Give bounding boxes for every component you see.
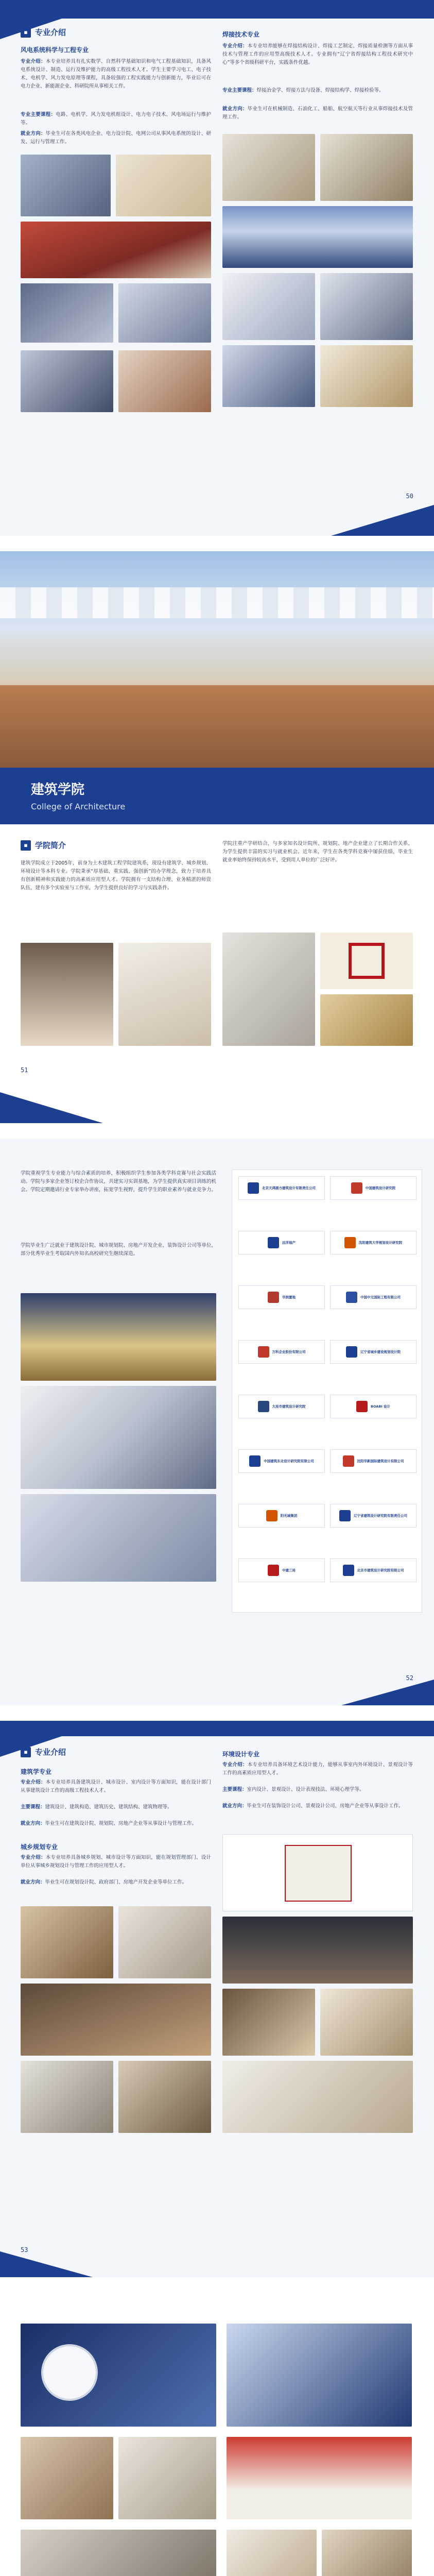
partner-logo: 沈阳华新国际建筑设计有限公司 [330,1449,416,1473]
logo-icon [346,1292,357,1303]
para-label: 专业介绍： [222,43,248,49]
partner-logo: 大连市建筑设计研究院 [238,1395,325,1418]
partner-logo: 中国中元国际工程有限公司 [330,1285,416,1309]
para-label: 专业主要课程： [21,112,56,117]
photo-material [320,994,413,1046]
corner-triangle [0,2251,93,2277]
logo-icon [356,1401,368,1412]
photo-class [118,350,211,412]
partners-paragraph: 学院毕业生广泛就业于建筑设计院、城市规划院、房地产开发企业、装饰设计公司等单位，部分优秀毕业生考取国内外知名高校研究生继续深造。 [21,1243,217,1257]
partner-logo: 阳光城集团 [238,1504,325,1528]
track-field [0,685,434,768]
para-text: 本专业培养具有扎实数学、自然科学基础知识和电气工程基础知识，具备风电系统设计、制造、运行及维护能力的高级工程技术人才。学生主要学习电工、电子技术、电机学、风力发电原理等课程，具备较强的工程实践能力与创新能力，毕业后可在电力企业、新能源企业、科研院所从事相关工作。 [21,59,211,89]
photo-model [118,1906,211,1978]
major-paragraph [222,87,413,95]
major-heading: 建筑学专业 [21,1768,52,1775]
major-paragraph: 就业方向：毕业生可在建筑设计院、规划院、房地产企业等从事设计与管理工作。 [21,1821,197,1826]
section-chip-icon: ▪ [21,27,31,38]
college-title-english: College of Architecture [31,802,126,811]
page-number: 51 [21,1066,28,1074]
logo-icon [343,1565,354,1576]
top-bar [0,0,434,19]
partner-logo: 远洋地产 [238,1231,325,1255]
para-text: 毕业生可在各类风电企业、电力设计院、电网公司从事风电系统的设计、研发、运行与管理工作。 [21,131,211,145]
para-text: 电路、电机学、风力发电机组设计、电力电子技术、风电场运行与维护等。 [21,112,211,126]
photo-model-display [118,2437,216,2519]
para-text: 毕业生可在机械制造、石油化工、船舶、航空航天等行业从事焊接技术及管理工作。 [222,106,413,120]
section-title-text: 专业介绍 [35,1748,66,1757]
clock-icon [41,2344,98,2401]
sheet-partners [0,1139,434,1705]
partner-logo: 华润置地 [238,1285,325,1309]
major-paragraph: 专业介绍：本专业培养具备建筑设计、城市设计、室内设计等方面知识，能在设计部门从事建筑设计工作的高级工程技术人才。 [21,1780,211,1793]
photo-ceremony [21,1293,216,1381]
major-paragraph [21,58,211,91]
major-paragraph [21,130,211,146]
title-banner [0,768,434,824]
partner-logo: 中国建筑设计研究院 [330,1176,416,1200]
page-number: 52 [406,1674,413,1682]
sheet-architecture-majors [0,1721,434,2277]
photo-certificate [222,1834,413,1911]
intro-paragraph: 建筑学院成立于2005年，前身为土木建筑工程学院建筑系，现设有建筑学、城乡规划、环境设计等本科专业。学院秉承“厚基础、重实践、强创新”的办学理念，致力于培养具有创新精神和实践能力的高素质应用型人才。学院拥有一支结构合理、业务精湛的师资队伍，建有多个实验室与工作室，为学生提供良好的学习与实践条件。 [21,860,211,891]
hero-photo-stadium [0,551,434,768]
photo-interior [21,943,113,1046]
section-title-text: 专业介绍 [35,28,66,37]
photo-expo [21,1386,216,1489]
section-chip-icon: ▪ [21,840,31,851]
para-label: 就业方向： [21,131,46,137]
photo-award [320,134,413,201]
photo-team [222,206,413,268]
photo-models [322,2530,412,2576]
photo-certificate [21,155,111,216]
college-title: 建筑学院 [31,782,85,798]
para-label: 就业方向： [222,106,248,112]
photo-award [222,134,315,201]
photo-lab [21,283,113,343]
photo-group-event [227,2324,412,2427]
photo-practice [222,345,315,407]
corner-triangle [0,1092,103,1123]
photo-models [227,2530,317,2576]
section-title-text: 学院简介 [35,841,66,850]
photo-team-red [227,2437,412,2519]
photo-clock-hall [21,2324,216,2427]
section-title-majors [21,27,66,38]
page-number: 50 [406,493,413,500]
photo-model [21,1906,113,1978]
partner-logo: 北京天鸿圆方建筑设计有限责任公司 [238,1176,325,1200]
major-paragraph [21,111,211,127]
photo-group [21,222,211,278]
major-heading: 风电系统科学与工程专业 [21,46,89,54]
photo-exhibit [320,933,413,989]
photo-gallery [222,2061,413,2133]
logo-icon [344,1237,356,1248]
photo-certificate [116,155,211,216]
partner-logo: 辽宁省城乡建设规划设计院 [330,1340,416,1364]
para-text: 本专业培养能够在焊接结构设计、焊接工艺制定、焊接质量检测等方面从事技术与管理工作的应用型高级技术人才。专业拥有“辽宁省焊接结构工程技术研究中心”等多个省级科研平台，实践条件优越。 [222,43,413,65]
top-bar [0,1721,434,1736]
major-paragraph: 专业介绍：本专业培养具备环境艺术设计能力，能够从事室内外环境设计、景观设计等工作的高素质应用型人才。 [222,1762,413,1776]
photo-ancient-building [21,1984,211,2056]
partner-logo-panel [232,1170,422,1613]
photo-class [21,350,113,412]
logo-icon [339,1510,351,1521]
section-title-majors [21,1747,66,1757]
major-paragraph: 就业方向：毕业生可在装饰设计公司、景观设计公司、房地产企业等从事设计工作。 [222,1803,404,1809]
sheet-activities [0,2293,434,2576]
page-number: 53 [21,2246,28,2253]
partners-paragraph: 学院重视学生专业能力与综合素质的培养，积极组织学生参加各类学科竞赛与社会实践活动。学院与多家企业签订校企合作协议，共建实习实训基地，为学生提供真实项目训练的机会。学院定期邀请行业专家举办讲座，拓宽学生视野，提升学生的职业素养与就业竞争力。 [21,1171,217,1193]
logo-icon [258,1346,269,1358]
section-chip-icon: ▪ [21,1747,31,1757]
major-paragraph [222,42,413,67]
photo-workshop [222,273,315,340]
photo-students [21,2530,216,2576]
major-paragraph [222,105,413,122]
corner-triangle [341,1680,434,1705]
partner-logo: 万科企业股份有限公司 [238,1340,325,1364]
photo-hallway [118,943,211,1046]
logo-mark [349,943,385,979]
major-heading: 环境设计专业 [222,1751,260,1758]
para-label: 专业介绍： [21,59,46,64]
logo-icon [346,1346,357,1358]
partner-logo: 中国建筑东北设计研究院有限公司 [238,1449,325,1473]
logo-icon [249,1455,261,1467]
photo-model [222,933,315,1046]
corner-triangle [331,505,434,536]
logo-icon [248,1182,259,1194]
major-paragraph: 主要课程：建筑设计、建筑构造、建筑历史、建筑结构、建筑物理等。 [21,1804,172,1810]
partner-logo: 辽宁省建筑设计研究院有限责任公司 [330,1504,416,1528]
major-paragraph: 专业介绍：本专业培养具备城乡规划、城市设计等方面知识，能在规划管理部门、设计单位从事城乡规划设计与管理工作的应用型人才。 [21,1855,211,1869]
major-paragraph: 就业方向：毕业生可在规划设计院、政府部门、房地产开发企业等单位工作。 [21,1879,187,1885]
section-title-intro [21,840,66,851]
sheet-majors-intro [0,0,434,536]
major-paragraph: 主要课程：室内设计、景观设计、设计表现技法、环境心理学等。 [222,1787,364,1792]
partner-logo: BOABI 设计 [330,1395,416,1418]
photo-lab [118,283,211,343]
logo-icon [268,1292,279,1303]
photo-studio [21,1494,216,1582]
photo-wood-model [222,1989,315,2056]
partner-logo: 中建三局 [238,1558,325,1582]
photo-workshop [21,2437,113,2519]
photo-exhibition [118,2061,211,2133]
logo-icon [351,1182,362,1194]
certificate-frame [285,1845,352,1902]
logo-icon [266,1510,277,1521]
logo-icon [343,1455,354,1467]
partner-logo: 北京市建筑设计研究院有限公司 [330,1558,416,1582]
major-heading: 城乡规划专业 [21,1843,58,1851]
photo-wood-model [320,1989,413,2056]
photo-exhibition [21,2061,113,2133]
logo-icon [268,1565,279,1576]
logo-icon [258,1401,269,1412]
photo-lecture [222,1917,413,1984]
para-text: 焊接冶金学、焊接方法与设备、焊接结构学、焊接检验等。 [256,88,384,93]
sheet-architecture-cover [0,551,434,1123]
partner-logo: 沈阳建筑大学规划设计研究院 [330,1231,416,1255]
intro-paragraph: 学院注重产学研结合，与多家知名设计院所、规划院、地产企业建立了长期合作关系，为学生提供丰富的实习与就业机会。近年来，学生在各类学科竞赛中屡获佳绩，毕业生就业率始终保持较高水平，受到用人单位的广泛好评。 [222,841,413,863]
photo-workshop [320,273,413,340]
para-label: 专业主要课程： [222,88,257,93]
major-heading: 焊接技术专业 [222,31,260,38]
stadium-canopy [0,587,434,618]
photo-practice [320,345,413,407]
logo-icon [268,1237,279,1248]
